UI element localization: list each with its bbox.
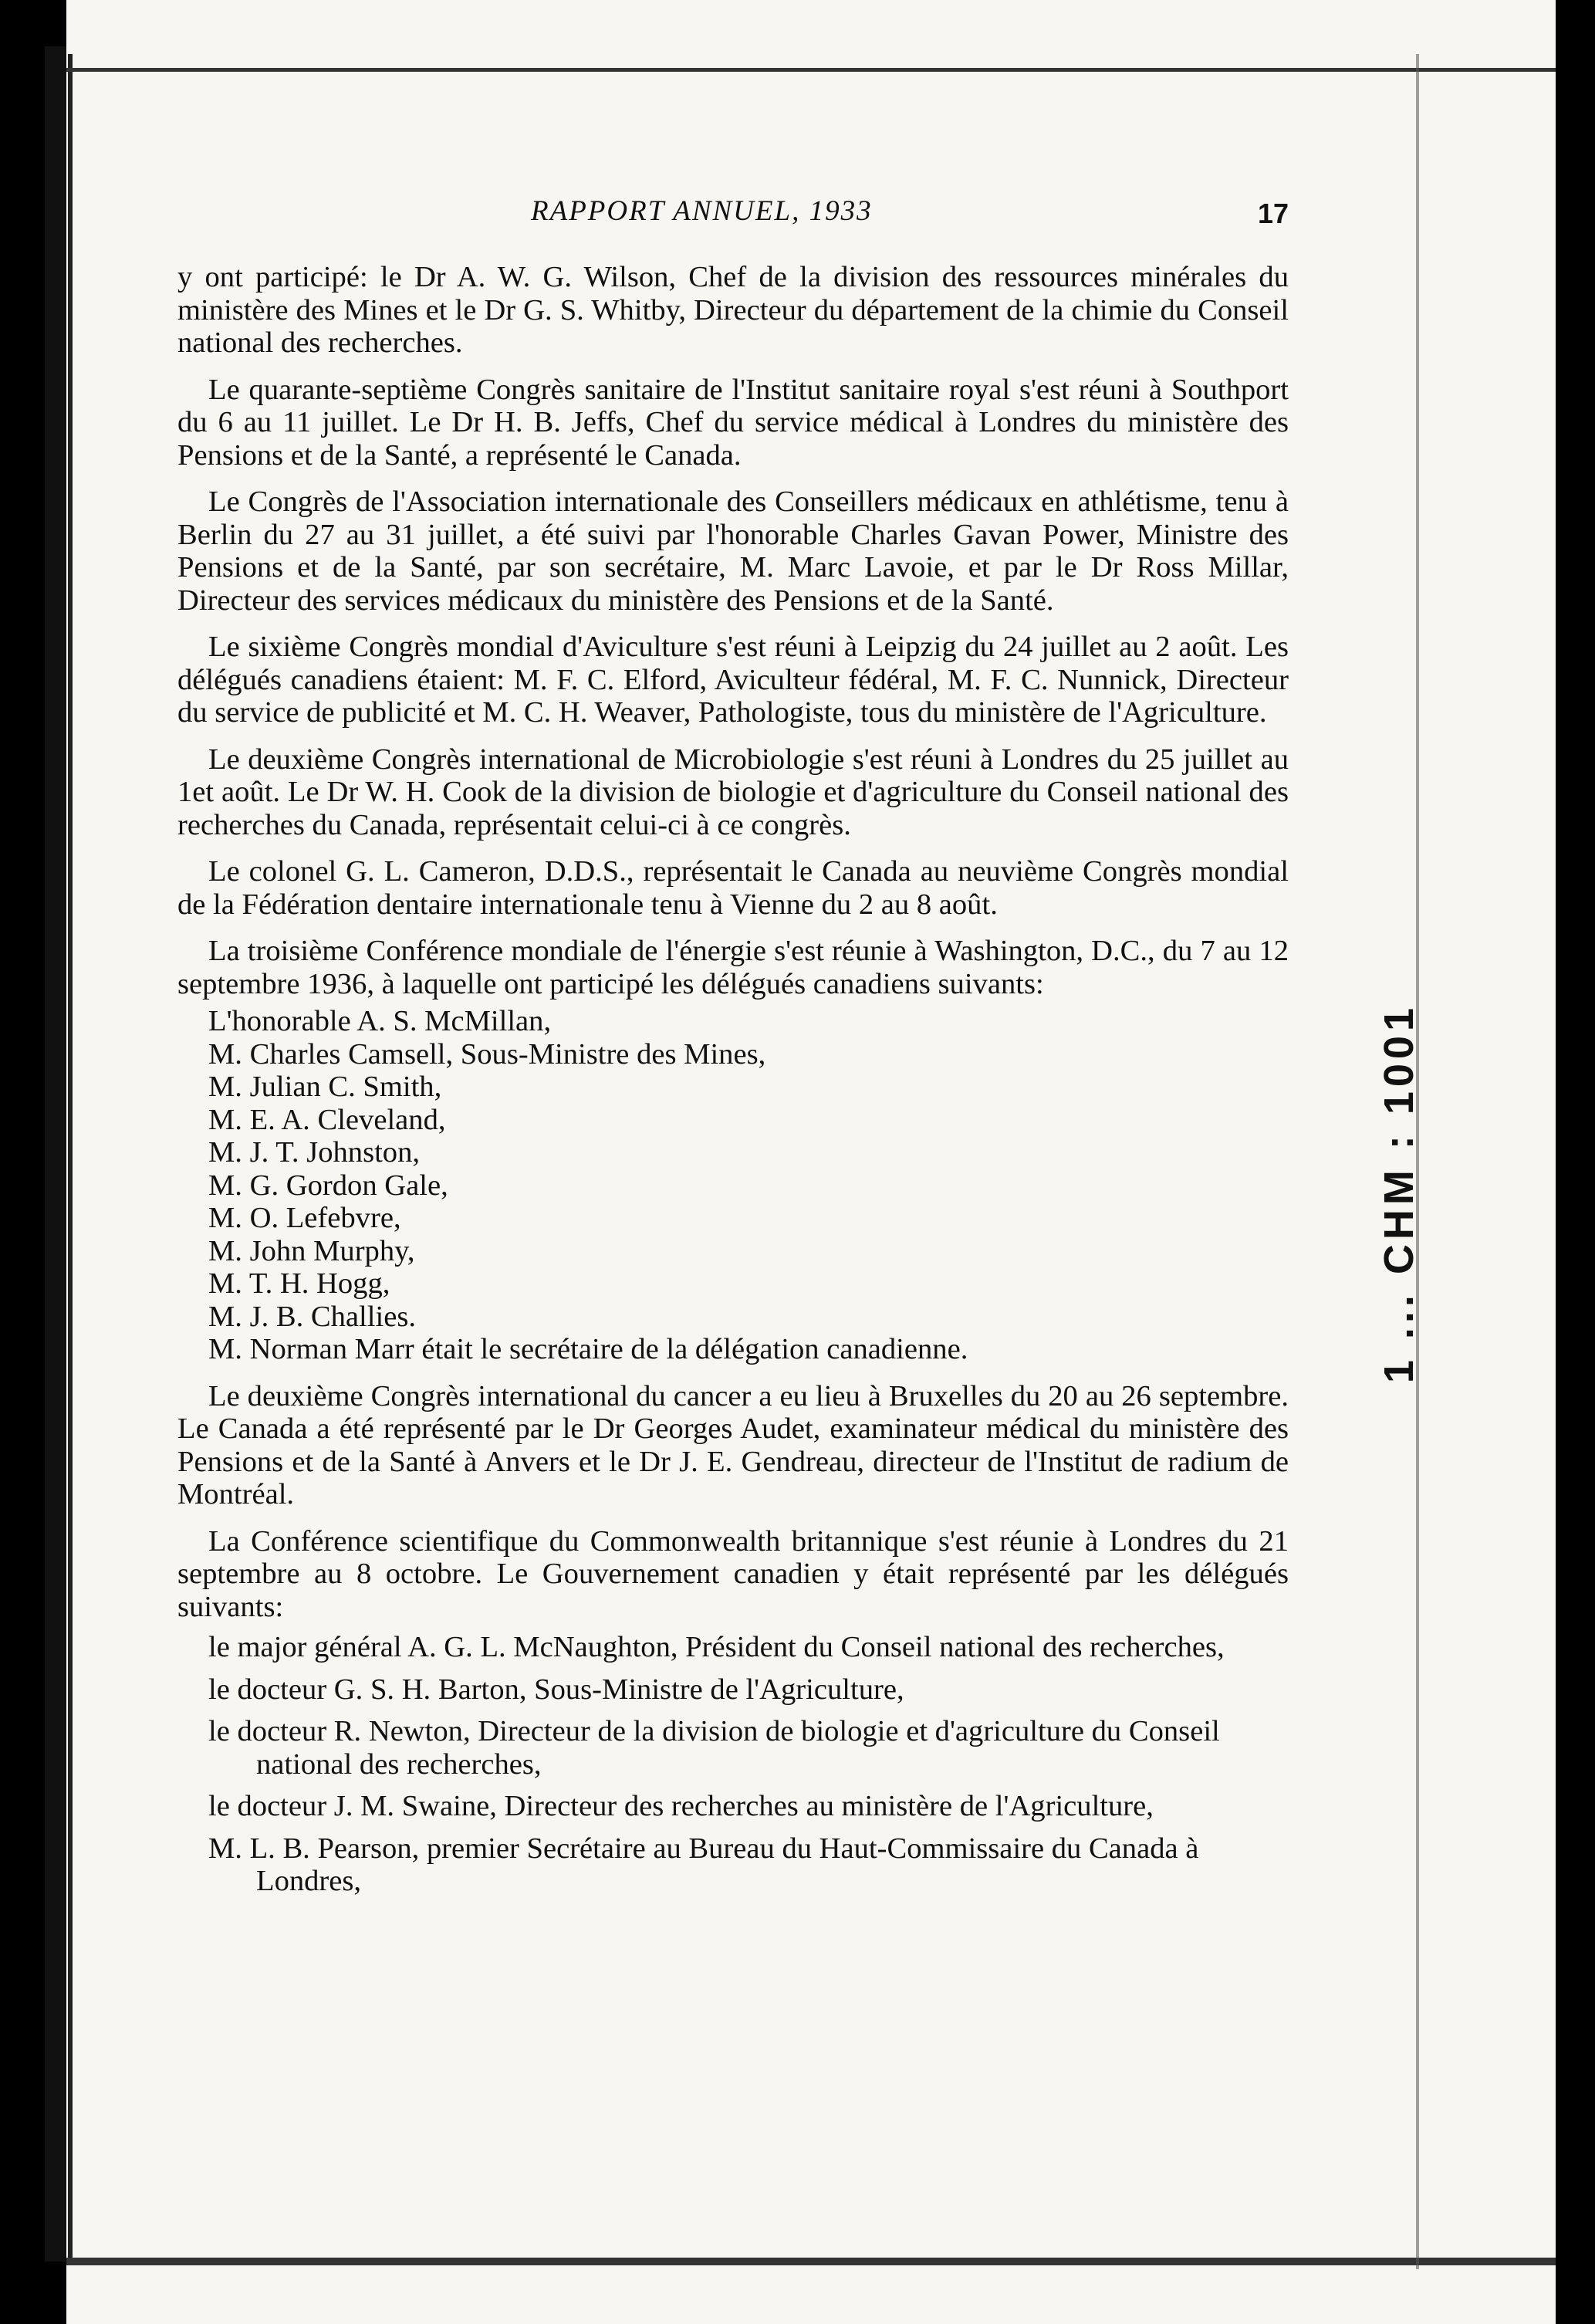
paragraph: Le deuxième Congrès international du cancer a eu lieu à Bruxelles du 20 au 26 septembre. Le Canada a été représenté par le Dr Georges Audet, examinateur médical du ministère des Pensions et de la Santé à Anvers et le Dr J. E. Gendreau, directeur de l'Institut de radium de Montréal.: [177, 1379, 1289, 1510]
list-item: M. Norman Marr était le secrétaire de la délégation canadienne.: [208, 1333, 968, 1365]
list-item: le major général A. G. L. McNaughton, Président du Conseil national des recherches,: [208, 1631, 1225, 1663]
scan-left-border: [45, 46, 68, 2261]
list-item: M. John Murphy,: [208, 1234, 415, 1267]
list-item: le docteur G. S. H. Barton, Sous-Ministre de l'Agriculture,: [208, 1673, 904, 1706]
list-item: le docteur R. Newton, Directeur de la division de biologie et d'agriculture du Conseil national des recherches,: [208, 1715, 1220, 1781]
list-item: le docteur J. M. Swaine, Directeur des recherches au ministère de l'Agriculture,: [208, 1790, 1154, 1822]
paragraph: y ont participé: le Dr A. W. G. Wilson, Chef de la division des ressources minérales du ministère des Mines et le Dr G. S. Whitby, Directeur du département de la chimie du Conseil national des recherches.: [177, 261, 1289, 359]
list-item: M. L. B. Pearson, premier Secrétaire au Bureau du Haut-Commissaire du Canada à Londres,: [208, 1832, 1199, 1897]
margin-stamp-text: 1 ... CHM : 1001: [1376, 1003, 1422, 1384]
energy-delegates-list: [208, 1005, 1289, 1366]
header-title: RAPPORT ANNUEL, 1933: [531, 195, 873, 227]
binding-edge: [68, 54, 73, 2261]
list-item: L'honorable A. S. McMillan,: [208, 1005, 552, 1037]
list-item: M. O. Lefebvre,: [208, 1202, 401, 1234]
paragraph: Le colonel G. L. Cameron, D.D.S., représentait le Canada au neuvième Congrès mondial de la Fédération dentaire internationale tenu à Vienne du 2 au 8 août.: [177, 855, 1289, 921]
commonwealth-delegates-list: [208, 1631, 1289, 1898]
paragraph: La troisième Conférence mondiale de l'énergie s'est réunie à Washington, D.C., du 7 au 12 septembre 1936, à laquelle ont participé les délégués canadiens suivants:: [177, 935, 1289, 1000]
page-number: 17: [1257, 198, 1289, 229]
list-item: M. J. T. Johnston,: [208, 1136, 421, 1169]
list-item: M. E. A. Cleveland,: [208, 1103, 446, 1136]
list-item: M. Julian C. Smith,: [208, 1071, 442, 1103]
list-item: M. T. H. Hogg,: [208, 1267, 390, 1300]
paragraph: Le Congrès de l'Association internationale des Conseillers médicaux en athlétisme, tenu à Berlin du 27 au 31 juillet, a été suivi par l'honorable Charles Gavan Power, Ministre des Pensions et de la Santé, par son secrétaire, M. Marc Lavoie, et par le Dr Ross Millar, Directeur des services médicaux du ministère des Pensions et de la Santé.: [177, 485, 1289, 617]
page-top-edge: [66, 0, 1556, 72]
paragraph: Le sixième Congrès mondial d'Aviculture s'est réuni à Leipzig du 24 juillet au 2 août. Les délégués canadiens étaient: M. F. C. Elford, Aviculteur fédéral, M. F. C. Nunnick, Directeur du service de publicité et M. C. H. Weaver, Pathologiste, tous du ministère de l'Agriculture.: [177, 631, 1289, 729]
paragraph: Le deuxième Congrès international de Microbiologie s'est réuni à Londres du 25 juillet au 1et août. Le Dr W. H. Cook de la division de biologie et d'agriculture du Conseil national des recherches du Canada, représentait celui-ci à ce congrès.: [177, 743, 1289, 841]
margin-stamp: [1372, 1003, 1426, 1405]
list-item: M. G. Gordon Gale,: [208, 1169, 448, 1202]
list-item: M. Charles Camsell, Sous-Ministre des Mines,: [208, 1037, 766, 1071]
paragraph: Le quarante-septième Congrès sanitaire de l'Institut sanitaire royal s'est réuni à Southport du 6 au 11 juillet. Le Dr H. B. Jeffs, Chef du service médical à Londres du ministère des Pensions et de la Santé, a représenté le Canada.: [177, 373, 1289, 472]
paragraph: La Conférence scientifique du Commonwealth britannique s'est réunie à Londres du 21 septembre au 8 octobre. Le Gouvernement canadien y était représenté par les délégués suivants:: [177, 1524, 1289, 1623]
page-body: [177, 261, 1289, 1912]
list-item: M. J. B. Challies.: [208, 1300, 416, 1333]
page-bottom-edge: [66, 2258, 1556, 2265]
running-header: [177, 195, 1289, 241]
